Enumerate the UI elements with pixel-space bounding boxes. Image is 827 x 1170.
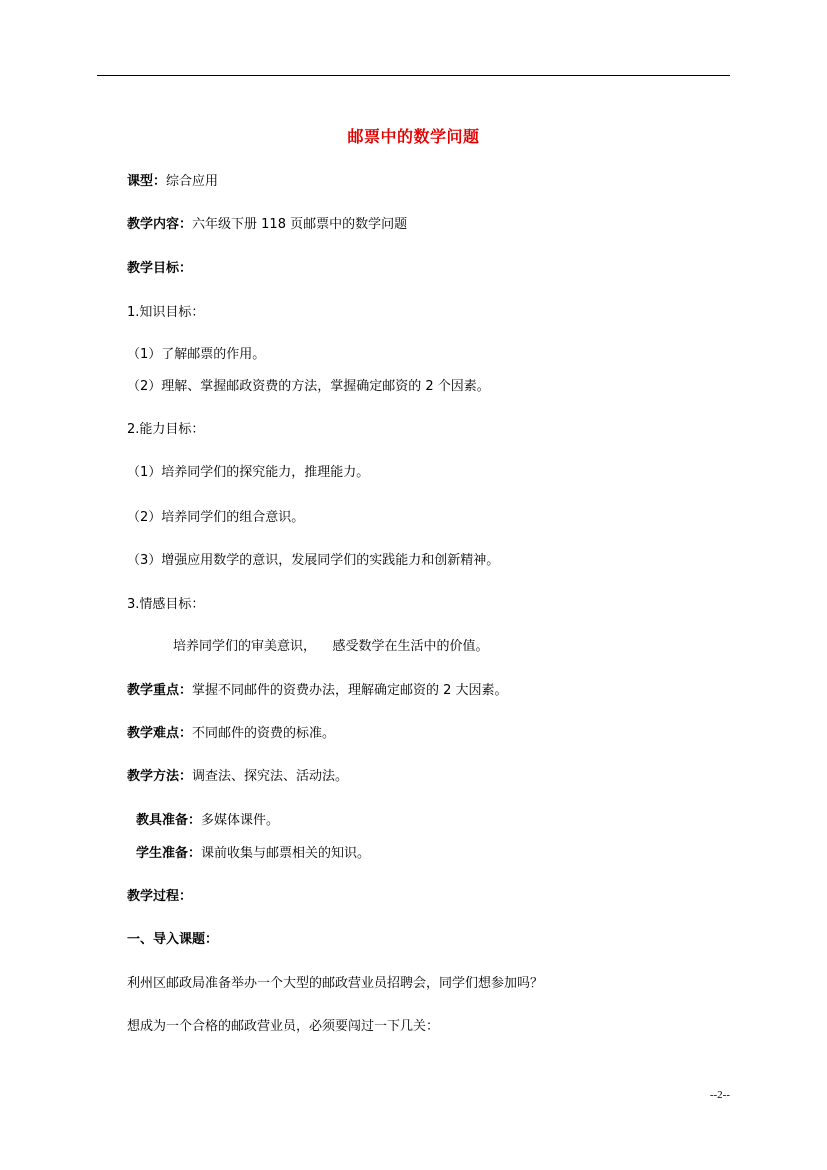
content-label: 教学内容：: [127, 217, 193, 232]
course-type-label: 课型：: [127, 174, 167, 189]
ability-item-1: （1）培养同学们的探究能力，推理能力。: [127, 465, 370, 480]
key-point-label: 教学重点：: [127, 683, 193, 698]
method-line: [127, 768, 348, 786]
header-rule: [97, 75, 730, 76]
emotion-text: 培养同学们的审美意识， 感受数学在生活中的价值。: [173, 639, 489, 654]
goals-heading: 教学目标：: [127, 261, 193, 276]
knowledge-item-2: （2）理解、掌握邮政资费的方法，掌握确定邮资的 2 个因素。: [127, 379, 490, 394]
student-prep-line: [136, 845, 370, 863]
paragraph-2: 想成为一个合格的邮政营业员，必须要闯过一下几关：: [127, 1019, 440, 1034]
tools-value: 多媒体课件。: [201, 813, 280, 828]
tools-line: [136, 812, 279, 830]
knowledge-heading: 1.知识目标：: [127, 305, 205, 320]
tools-label: 教具准备：: [136, 813, 202, 828]
page-number: --2--: [709, 1089, 730, 1101]
difficulty-line: [127, 725, 335, 743]
section-1-heading: 一、导入课题：: [127, 932, 219, 947]
difficulty-value: 不同邮件的资费的标准。: [192, 726, 336, 741]
method-label: 教学方法：: [127, 769, 193, 784]
paragraph-1: 利州区邮政局准备举办一个大型的邮政营业员招聘会，同学们想参加吗？: [127, 976, 544, 991]
method-value: 调查法、探究法、活动法。: [192, 769, 349, 784]
document-title: 邮票中的数学问题: [347, 127, 480, 146]
process-heading: 教学过程：: [127, 889, 193, 904]
ability-item-3: （3）增强应用数学的意识，发展同学们的实践能力和创新精神。: [127, 553, 500, 568]
student-prep-label: 学生准备：: [136, 846, 202, 861]
key-point-line: [127, 682, 508, 700]
student-prep-value: 课前收集与邮票相关的知识。: [201, 846, 371, 861]
knowledge-item-1: （1）了解邮票的作用。: [127, 347, 266, 362]
content-line: [127, 216, 407, 234]
course-type-line: [127, 173, 218, 191]
ability-item-2: （2）培养同学们的组合意识。: [127, 510, 305, 525]
difficulty-label: 教学难点：: [127, 726, 193, 741]
emotion-heading: 3.情感目标：: [127, 597, 205, 612]
content-value: 六年级下册 118 页邮票中的数学问题: [192, 217, 408, 232]
key-point-value: 掌握不同邮件的资费办法，理解确定邮资的 2 大因素。: [192, 683, 508, 698]
course-type-value: 综合应用: [166, 174, 219, 189]
ability-heading: 2.能力目标：: [127, 422, 205, 437]
